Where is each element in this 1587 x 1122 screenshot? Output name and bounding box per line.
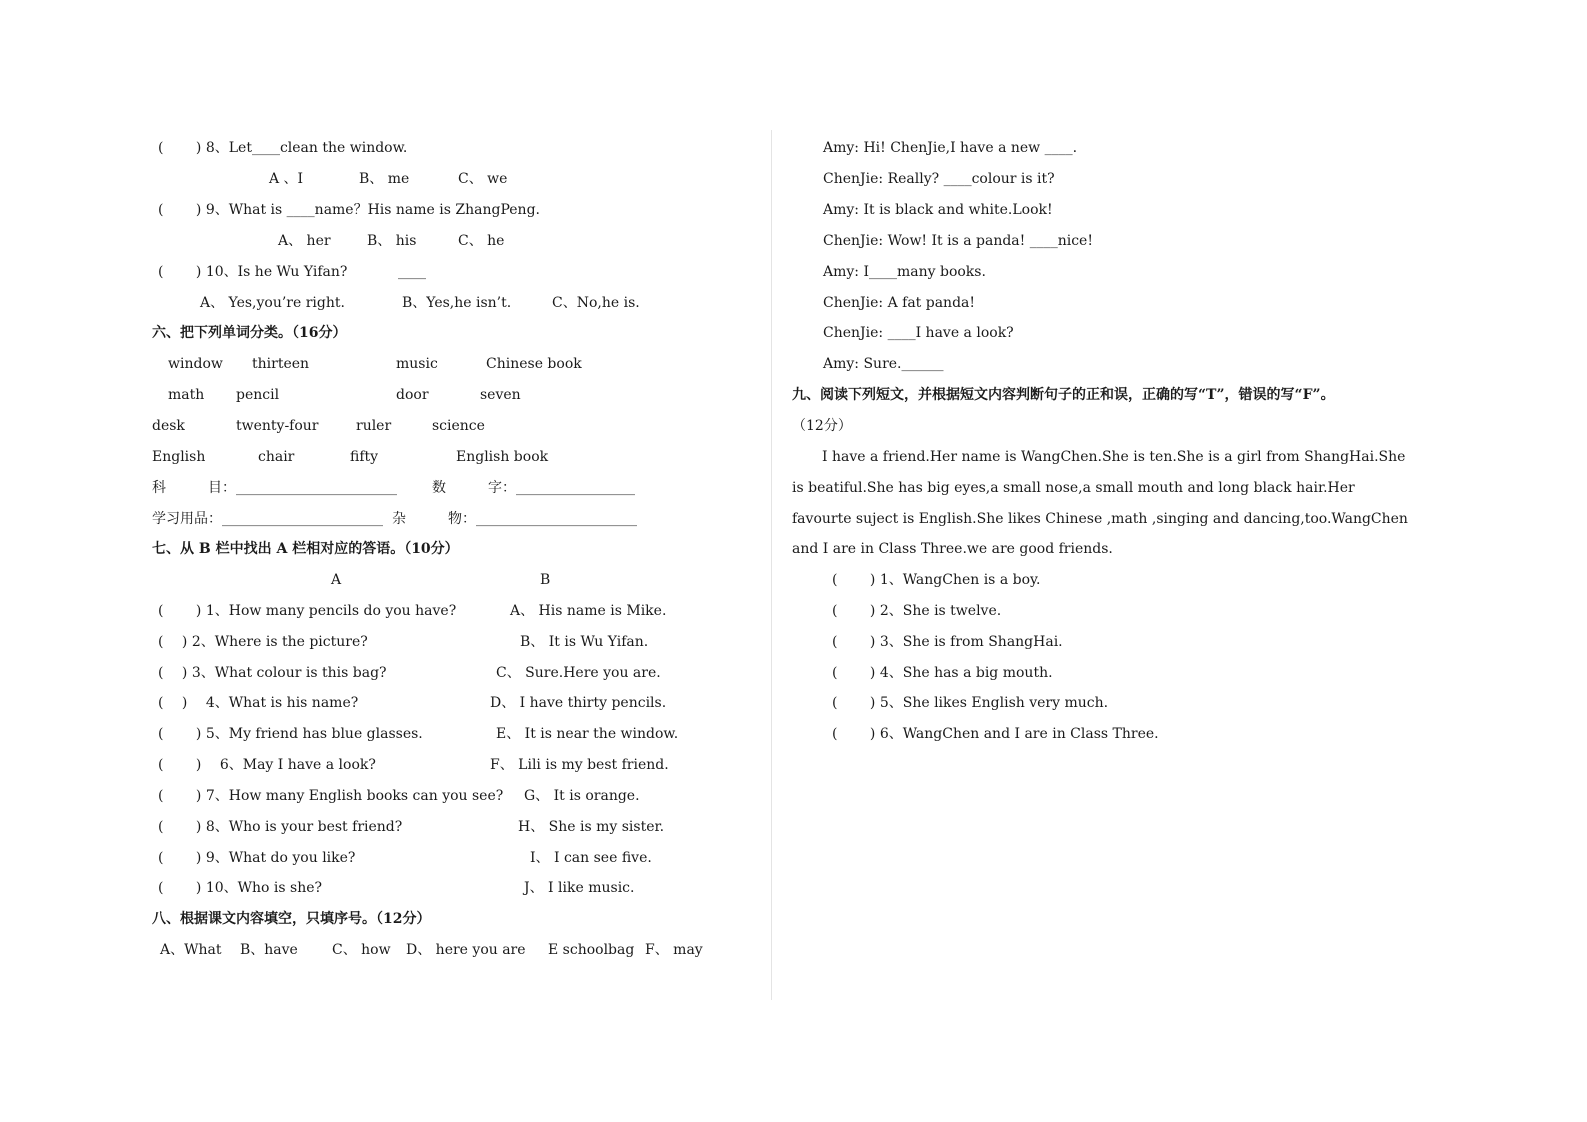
dialogue-line: Amy: Hi! ChenJie,I have a new ____. xyxy=(823,140,1078,156)
word: twenty-four xyxy=(236,418,319,434)
dialogue-line: Amy: I____many books. xyxy=(823,264,986,280)
true-false-item: ( ) 5、She likes English very much. xyxy=(832,695,1109,711)
match-answer: J、 I like music. xyxy=(524,880,635,896)
word: seven xyxy=(480,387,521,403)
match-question: ( ) 7、How many English books can you see? xyxy=(158,788,504,804)
column-divider xyxy=(771,130,772,1000)
q9-option-b: B、 his xyxy=(367,233,417,249)
dialogue-line: ChenJie: A fat panda! xyxy=(823,295,975,311)
word: English xyxy=(152,449,206,465)
word: chair xyxy=(258,449,295,465)
q10-blank: ____ xyxy=(398,264,426,280)
dialogue-line: Amy: Sure.______ xyxy=(823,356,944,372)
q9-option-a: A、 her xyxy=(278,233,331,249)
word: science xyxy=(432,418,485,434)
match-question: ( ) 5、My friend has blue glasses. xyxy=(158,726,423,742)
q8-option-a: A 、I xyxy=(269,171,304,187)
true-false-item: ( ) 1、WangChen is a boy. xyxy=(832,572,1041,588)
word: Chinese book xyxy=(486,356,582,372)
passage-line: favourte suject is English.She likes Chinese ,math ,singing and dancing,too.WangChen xyxy=(792,511,1408,527)
section-7-title: 七、从 B 栏中找出 A 栏相对应的答语。（10分） xyxy=(152,541,459,557)
match-answer: D、 I have thirty pencils. xyxy=(490,695,667,711)
word: desk xyxy=(152,418,185,434)
word-bank-option: F、 may xyxy=(645,942,703,958)
q9: ( ) 9、What is ____name？His name is ZhangPeng. xyxy=(158,202,540,218)
q9-option-c: C、 he xyxy=(458,233,505,249)
section-9-title: 九、阅读下列短文，并根据短文内容判断句子的正和误，正确的写“T”，错误的写“F”。 xyxy=(792,387,1335,403)
dialogue-line: Amy: It is black and white.Look! xyxy=(823,202,1053,218)
word: thirteen xyxy=(252,356,310,372)
word: fifty xyxy=(350,449,379,465)
word: window xyxy=(168,356,223,372)
dialogue-line: ChenJie: Wow! It is a panda! ____nice! xyxy=(823,233,1093,249)
q8: ( ) 8、Let____clean the window. xyxy=(158,140,408,156)
q10-option-c: C、No,he is. xyxy=(552,295,640,311)
match-answer: A、 His name is Mike. xyxy=(510,603,667,619)
word-bank-option: D、 here you are xyxy=(406,942,526,958)
match-question: ( ) 2、Where is the picture? xyxy=(158,634,368,650)
word-bank-option: E schoolbag xyxy=(548,942,635,958)
match-question: ( ) 1、How many pencils do you have? xyxy=(158,603,457,619)
true-false-item: ( ) 6、WangChen and I are in Class Three. xyxy=(832,726,1159,742)
q10-option-a: A、 Yes,you’re right. xyxy=(200,295,345,311)
match-answer: E、 It is near the window. xyxy=(496,726,679,742)
word: ruler xyxy=(356,418,392,434)
column-a-header: A xyxy=(331,572,342,588)
word: math xyxy=(168,387,205,403)
q8-option-c: C、 we xyxy=(458,171,508,187)
match-question: ( ) 4、What is his name? xyxy=(158,695,359,711)
passage-line: is beatiful.She has big eyes,a small nose,a small mouth and long black hair.Her xyxy=(792,480,1355,496)
section-8-title: 八、根据课文内容填空，只填序号。（12分） xyxy=(152,911,431,927)
q8-option-b: B、 me xyxy=(359,171,410,187)
match-answer: B、 It is Wu Yifan. xyxy=(520,634,649,650)
word: pencil xyxy=(236,387,280,403)
word: music xyxy=(396,356,438,372)
match-answer: G、 It is orange. xyxy=(524,788,640,804)
match-question: ( ) 9、What do you like? xyxy=(158,850,356,866)
word: door xyxy=(396,387,429,403)
match-answer: C、 Sure.Here you are. xyxy=(496,665,661,681)
column-b-header: B xyxy=(540,572,551,588)
q10-option-b: B、Yes,he isn’t. xyxy=(402,295,512,311)
true-false-item: ( ) 2、She is twelve. xyxy=(832,603,1002,619)
section-6-title: 六、把下列单词分类。（16分） xyxy=(152,325,347,341)
true-false-item: ( ) 3、She is from ShangHai. xyxy=(832,634,1063,650)
category-supplies: 学习用品：_______________________ xyxy=(152,511,383,527)
match-answer: H、 She is my sister. xyxy=(518,819,665,835)
match-answer: I、 I can see five. xyxy=(530,850,652,866)
word-bank-option: B、have xyxy=(240,942,298,958)
dialogue-line: ChenJie: ____I have a look? xyxy=(823,325,1014,341)
section-9-score: （12分） xyxy=(792,418,852,434)
q10: ( ) 10、Is he Wu Yifan? xyxy=(158,264,348,280)
category-subject: 科 目：_______________________ xyxy=(152,480,397,496)
match-answer: F、 Lili is my best friend. xyxy=(490,757,669,773)
match-question: ( ) 10、Who is she? xyxy=(158,880,323,896)
category-number: 数 字：_________________ xyxy=(432,480,635,496)
category-misc: 杂 物：_______________________ xyxy=(392,511,637,527)
passage-line: I have a friend.Her name is WangChen.She is ten.She is a girl from ShangHai.She xyxy=(808,449,1406,465)
match-question: ( ) 8、Who is your best friend? xyxy=(158,819,403,835)
true-false-item: ( ) 4、She has a big mouth. xyxy=(832,665,1053,681)
word-bank-option: C、 how xyxy=(332,942,391,958)
match-question: ( ) 3、What colour is this bag? xyxy=(158,665,387,681)
word-bank-option: A、What xyxy=(160,942,222,958)
word: English book xyxy=(456,449,549,465)
passage-line: and I are in Class Three.we are good friends. xyxy=(792,541,1113,557)
dialogue-line: ChenJie: Really? ____colour is it? xyxy=(823,171,1055,187)
match-question: ( ) 6、May I have a look? xyxy=(158,757,376,773)
